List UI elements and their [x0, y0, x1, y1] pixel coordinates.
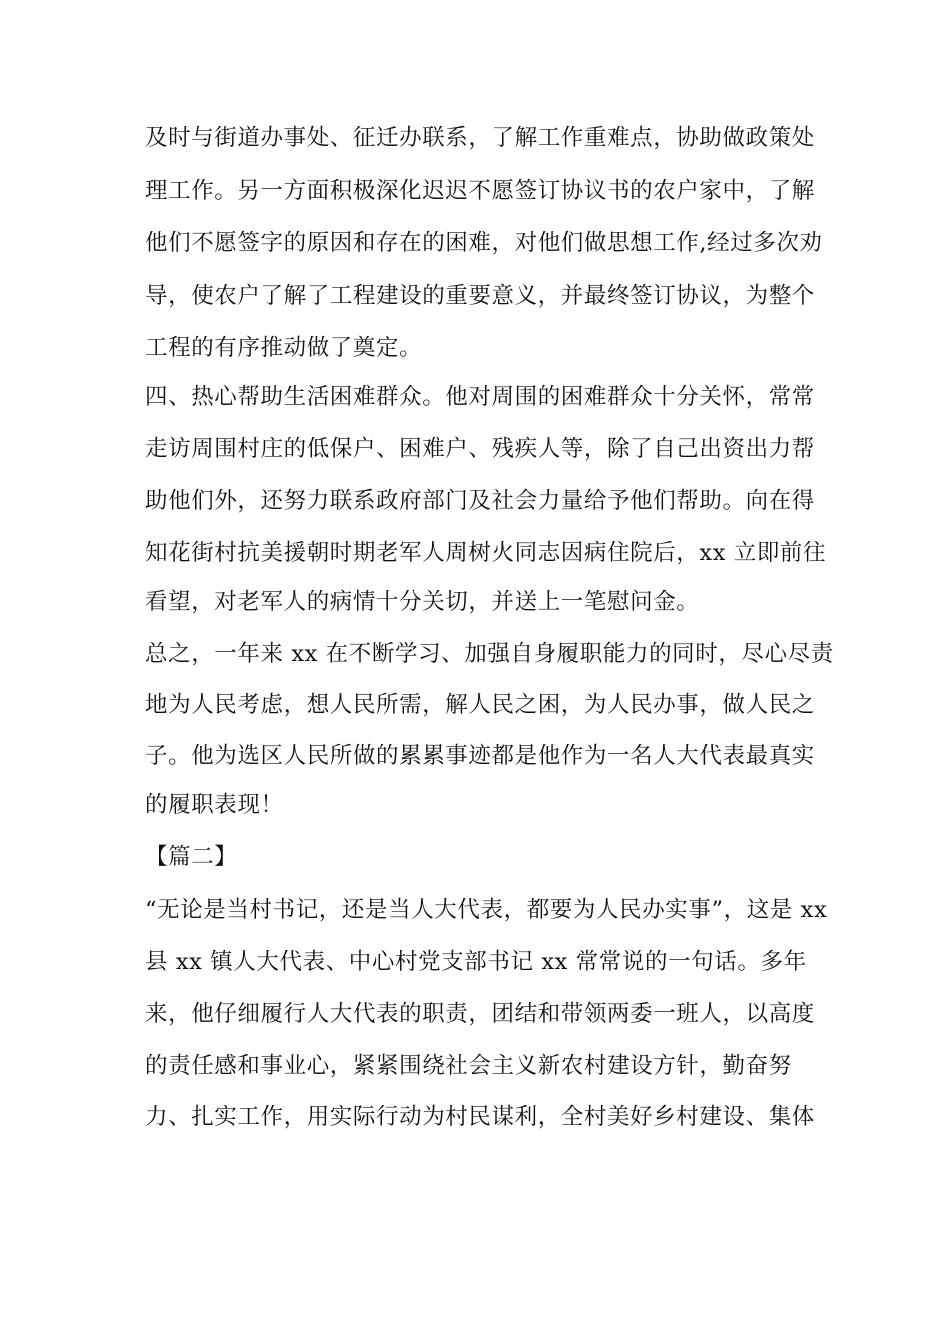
- text-line: 理工作。另一方面积极深化迟迟不愿签订协议书的农户家中，了解: [145, 178, 815, 204]
- text-line: 及时与街道办事处、征迁办联系，了解工作重难点，协助做政策处: [145, 125, 815, 151]
- text-line: 来，他仔细履行人大代表的职责，团结和带领两委一班人，以高度: [145, 1001, 815, 1027]
- text-line: 县 xx 镇人大代表、中心村党支部书记 xx 常常说的一句话。多年: [145, 949, 807, 975]
- text-line: 地为人民考虑，想人民所需，解人民之困，为人民办事，做人民之: [145, 692, 815, 718]
- text-line: 知花街村抗美援朝时期老军人周树火同志因病住院后，xx 立即前往: [145, 540, 827, 566]
- text-line: 导，使农户了解了工程建设的重要意义，并最终签订协议，为整个: [145, 283, 815, 309]
- text-line: “无论是当村书记，还是当人大代表，都要为人民办实事”，这是 xx: [145, 897, 828, 923]
- text-line: 的责任感和事业心，紧紧围绕社会主义新农村建设方针，勤奋努: [145, 1053, 792, 1079]
- section-heading: 【篇二】: [145, 844, 238, 870]
- text-line: 助他们外，还努力联系政府部门及社会力量给予他们帮助。向在得: [145, 488, 815, 514]
- text-line: 子。他为选区人民所做的累累事迹都是他作为一名人大代表最真实: [145, 743, 815, 769]
- text-line: 工程的有序推动做了奠定。: [145, 335, 423, 361]
- text-line: 的履职表现！: [145, 792, 284, 818]
- text-line: 四、热心帮助生活困难群众。他对周围的困难群众十分关怀，常常: [145, 384, 815, 410]
- text-line: 总之，一年来 xx 在不断学习、加强自身履职能力的同时，尽心尽责: [145, 641, 834, 667]
- text-line: 看望，对老军人的病情十分关切，并送上一笔慰问金。: [145, 589, 700, 615]
- text-line: 他们不愿签字的原因和存在的困难，对他们做思想工作,经过多次劝: [145, 230, 823, 256]
- text-line: 走访周围村庄的低保户、困难户、残疾人等，除了自己出资出力帮: [145, 436, 815, 462]
- text-line: 力、扎实工作，用实际行动为村民谋利，全村美好乡村建设、集体: [145, 1104, 815, 1130]
